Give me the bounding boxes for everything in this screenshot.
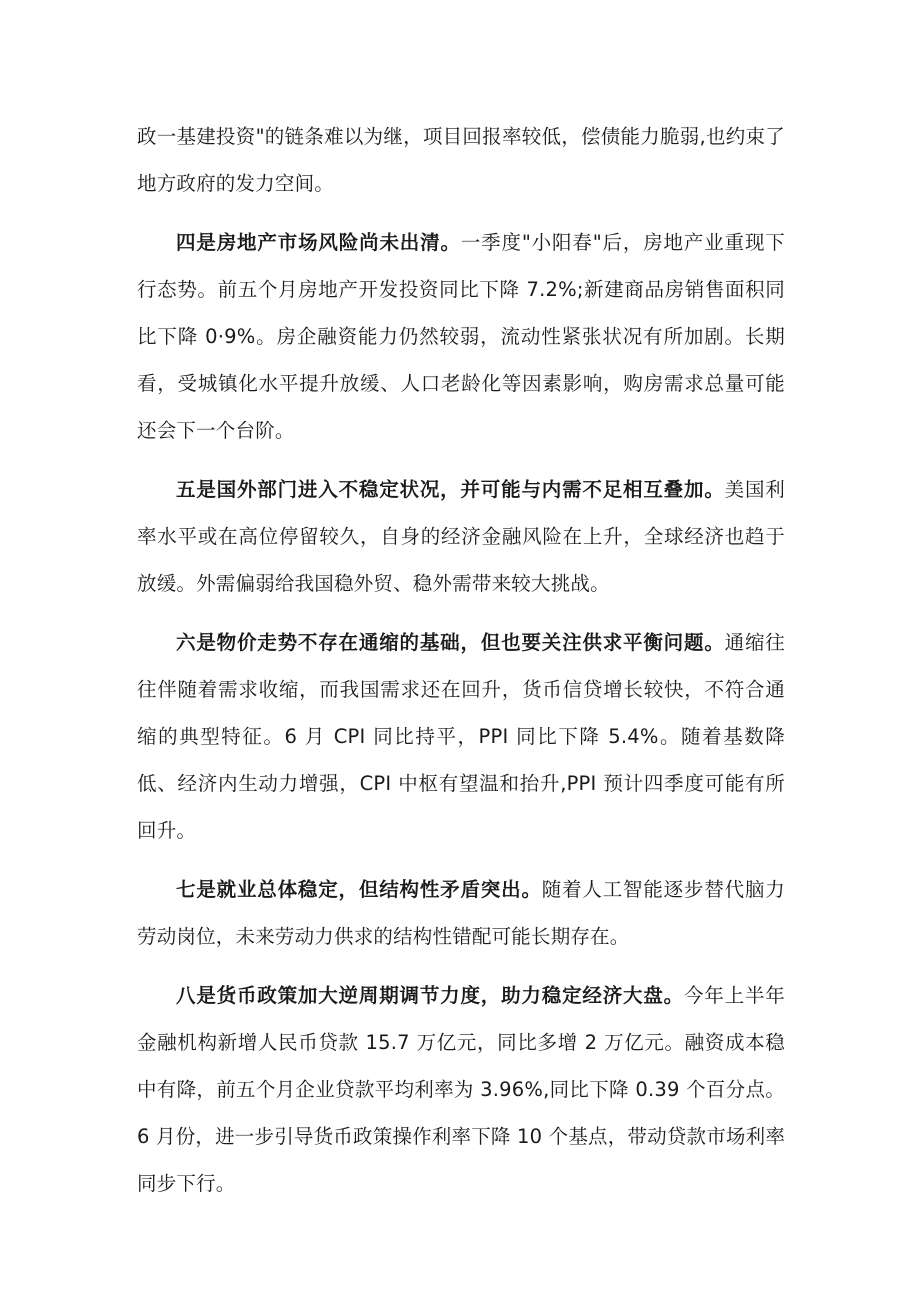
paragraph-lead: 七是就业总体稳定，但结构性矛盾突出。 [176,878,542,901]
paragraph-continuation [137,113,785,207]
paragraph-monetary-policy [137,972,785,1207]
paragraph-real-estate [137,219,785,454]
paragraph-body: 政一基建投资"的链条难以为继，项目回报率较低，偿债能力脆弱,也约束了地方政府的发力空间。 [137,125,785,195]
paragraph-body: 今年上半年金融机构新增人民币贷款 15.7 万亿元，同比多增 2 万亿元。融资成本稳中有降，前五个月企业贷款平均利率为 3.96%,同比下降 0.39 个百分点。6 月份，进一步引导货币政策操作利率下降 10 个基点，带动贷款市场利率同步下行。 [137,984,786,1195]
paragraph-lead: 六是物价走势不存在通缩的基础，但也要关注供求平衡问题。 [176,631,725,654]
paragraph-body: 通缩往往伴随着需求收缩，而我国需求还在回升，货币信贷增长较快，不符合通缩的典型特征。6 月 CPI 同比持平，PPI 同比下降 5.4%。随着基数降低、经济内生动力增强，CPI 中枢有望温和抬升,PPI 预计四季度可能有所回升。 [137,631,785,842]
paragraph-lead: 八是货币政策加大逆周期调节力度，助力稳定经济大盘。 [176,984,684,1007]
paragraph-external-sector [137,466,785,607]
paragraph-lead: 五是国外部门进入不稳定状况，并可能与内需不足相互叠加。 [176,478,725,501]
paragraph-body: 随着人工智能逐步替代脑力劳动岗位，未来劳动力供求的结构性错配可能长期存在。 [137,878,785,948]
paragraph-body: 美国利率水平或在高位停留较久，自身的经济金融风险在上升，全球经济也趋于放缓。外需偏弱给我国稳外贸、稳外需带来较大挑战。 [137,478,785,595]
paragraph-lead: 四是房地产市场风险尚未出清。 [176,231,461,254]
paragraph-prices [137,619,785,854]
document-page [137,113,785,1207]
paragraph-body: 一季度"小阳春"后，房地产业重现下行态势。前五个月房地产开发投资同比下降 7.2%;新建商品房销售面积同比下降 0·9%。房企融资能力仍然较弱，流动性紧张状况有所加剧。长期看，受城镇化水平提升放缓、人口老龄化等因素影响，购房需求总量可能还会下一个台阶。 [137,231,785,442]
paragraph-employment [137,866,785,960]
